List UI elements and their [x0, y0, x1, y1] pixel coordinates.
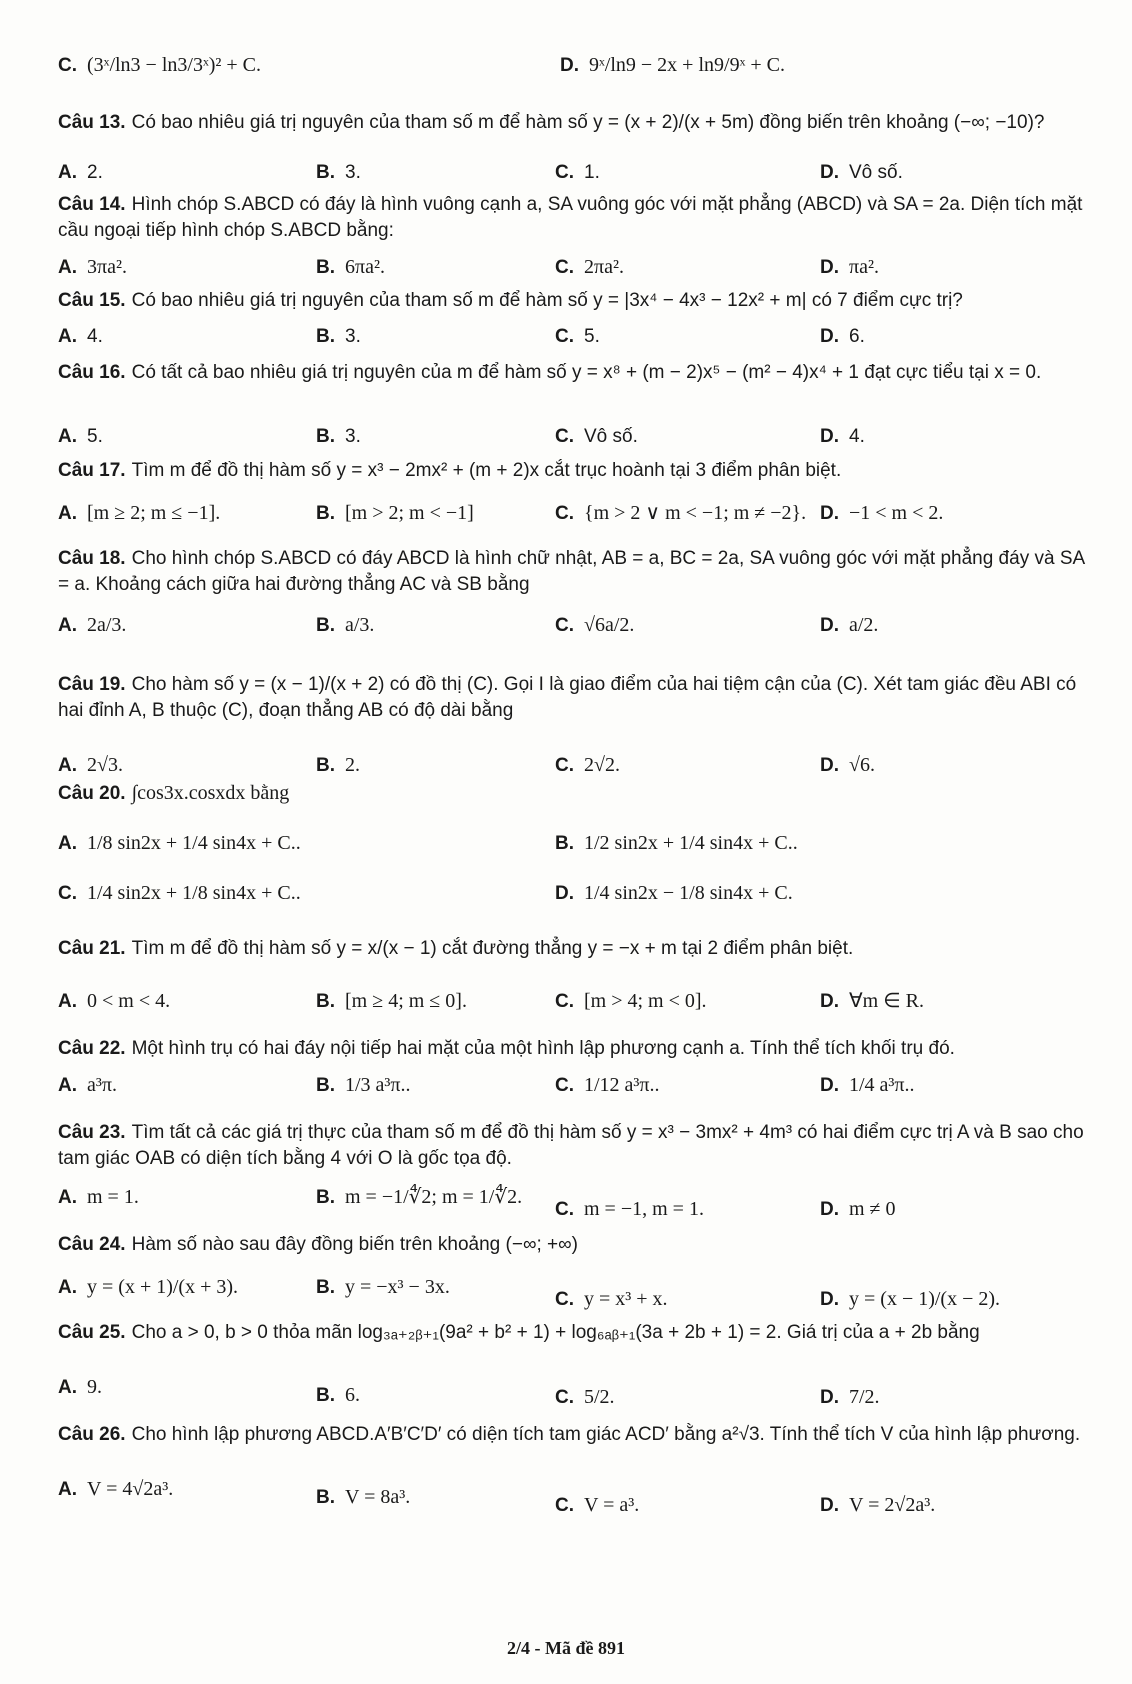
- q15-option-a: A. 4.: [58, 326, 103, 347]
- question-21: Câu 21. Tìm m để đồ thị hàm số y = x/(x − 1) cắt đường thẳng y = −x + m tại 2 điểm phân biệt.: [58, 938, 854, 959]
- q26-option-b: B. V = 8a³.: [316, 1486, 411, 1508]
- q25-option-c: C. 5/2.: [555, 1386, 615, 1408]
- q23-option-a: A. m = 1.: [58, 1186, 139, 1208]
- q21-option-b: B. [m ≥ 4; m ≤ 0].: [316, 990, 467, 1012]
- header-option-c: C. (3ˣ/ln3 − ln3/3ˣ)² + C.: [58, 54, 262, 76]
- q21-option-c: C. [m > 4; m < 0].: [555, 990, 707, 1012]
- q18-option-c: C. √6a/2.: [555, 614, 635, 636]
- q22-option-b: B. 1/3 a³π..: [316, 1074, 411, 1096]
- q24-option-d: D. y = (x − 1)/(x − 2).: [820, 1288, 1001, 1310]
- q14-option-d: D. πa².: [820, 256, 879, 278]
- question-18: Câu 18. Cho hình chóp S.ABCD có đáy ABCD là hình chữ nhật, AB = a, BC = 2a, SA vuông góc với mặt phẳng đáy và SA = a. Khoảng cách giữa hai đường thẳng AC và SB bằng: [58, 548, 1085, 595]
- q14-option-c: C. 2πa².: [555, 256, 624, 278]
- q19-option-c: C. 2√2.: [555, 754, 620, 776]
- q15-option-b: B. 3.: [316, 326, 361, 347]
- question-23: Câu 23. Tìm tất cả các giá trị thực của tham số m để đồ thị hàm số y = x³ − 3mx² + 4m³ có hai điểm cực trị A và B sao cho tam giác OAB có diện tích bằng 4 với O là gốc tọa độ.: [58, 1122, 1084, 1169]
- q21-option-a: A. 0 < m < 4.: [58, 990, 171, 1012]
- q20-option-d: D. 1/4 sin2x − 1/8 sin4x + C.: [555, 882, 793, 904]
- question-25: Câu 25. Cho a > 0, b > 0 thỏa mãn log₃ₐ₊₂ᵦ₊₁(9a² + b² + 1) + log₆ₐᵦ₊₁(3a + 2b + 1) = 2. Giá trị của a + 2b bằng: [58, 1322, 980, 1343]
- question-26: Câu 26. Cho hình lập phương ABCD.A′B′C′D′ có diện tích tam giác ACD′ bằng a²√3. Tính thể tích V của hình lập phương.: [58, 1424, 1081, 1445]
- q20-option-c: C. 1/4 sin2x + 1/8 sin4x + C..: [58, 882, 301, 904]
- q24-option-c: C. y = x³ + x.: [555, 1288, 668, 1310]
- question-15: Câu 15. Có bao nhiêu giá trị nguyên của tham số m để hàm số y = |3x⁴ − 4x³ − 12x² + m| có 7 điểm cực trị?: [58, 290, 963, 311]
- question-19: Câu 19. Cho hàm số y = (x − 1)/(x + 2) có đồ thị (C). Gọi I là giao điểm của hai tiệm cận của (C). Xét tam giác đều ABI có hai đỉnh A, B thuộc (C), đoạn thẳng AB có độ dài bằng: [58, 674, 1077, 721]
- q24-option-a: A. y = (x + 1)/(x + 3).: [58, 1276, 239, 1298]
- header-option-d: D. 9ˣ/ln9 − 2x + ln9/9ˣ + C.: [560, 54, 785, 76]
- q13-option-a: A. 2.: [58, 162, 103, 183]
- q20-option-a: A. 1/8 sin2x + 1/4 sin4x + C..: [58, 832, 301, 854]
- q16-option-d: D. 4.: [820, 426, 865, 447]
- q16-option-a: A. 5.: [58, 426, 103, 447]
- q23-option-b: B. m = −1/∜2; m = 1/∜2.: [316, 1186, 523, 1208]
- q13-option-b: B. 3.: [316, 162, 361, 183]
- question-20: Câu 20. ∫cos3x.cosxdx bằng: [58, 782, 290, 804]
- question-14: Câu 14. Hình chóp S.ABCD có đáy là hình vuông cạnh a, SA vuông góc với mặt phẳng (ABCD) và SA = 2a. Diện tích mặt cầu ngoại tiếp hình chóp S.ABCD bằng:: [58, 194, 1083, 241]
- question-24: Câu 24. Hàm số nào sau đây đồng biến trên khoảng (−∞; +∞): [58, 1234, 579, 1255]
- q22-option-a: A. a³π.: [58, 1074, 117, 1096]
- q26-option-a: A. V = 4√2a³.: [58, 1478, 174, 1500]
- q25-option-a: A. 9.: [58, 1376, 102, 1398]
- q16-option-c: C. Vô số.: [555, 426, 638, 447]
- q26-option-d: D. V = 2√2a³.: [820, 1494, 936, 1516]
- q15-option-d: D. 6.: [820, 326, 865, 347]
- q19-option-a: A. 2√3.: [58, 754, 123, 776]
- page-footer: 2/4 - Mã đề 891: [507, 1638, 625, 1658]
- q18-option-b: B. a/3.: [316, 614, 375, 636]
- q13-option-d: D. Vô số.: [820, 162, 903, 183]
- q17-option-b: B. [m > 2; m < −1]: [316, 502, 474, 524]
- q19-option-d: D. √6.: [820, 754, 875, 776]
- q26-option-c: C. V = a³.: [555, 1494, 640, 1516]
- q16-option-b: B. 3.: [316, 426, 361, 447]
- q23-option-d: D. m ≠ 0: [820, 1198, 896, 1220]
- q14-option-b: B. 6πa².: [316, 256, 385, 278]
- question-13: Câu 13. Có bao nhiêu giá trị nguyên của tham số m để hàm số y = (x + 2)/(x + 5m) đồng biến trên khoảng (−∞; −10)?: [58, 112, 1045, 133]
- q18-option-a: A. 2a/3.: [58, 614, 127, 636]
- question-22: Câu 22. Một hình trụ có hai đáy nội tiếp hai mặt của một hình lập phương cạnh a. Tính thể tích khối trụ đó.: [58, 1038, 955, 1059]
- q22-option-c: C. 1/12 a³π..: [555, 1074, 660, 1096]
- q22-option-d: D. 1/4 a³π..: [820, 1074, 915, 1096]
- question-17: Câu 17. Tìm m để đồ thị hàm số y = x³ − 2mx² + (m + 2)x cắt trục hoành tại 3 điểm phân biệt.: [58, 460, 842, 481]
- q25-option-d: D. 7/2.: [820, 1386, 880, 1408]
- q15-option-c: C. 5.: [555, 326, 600, 347]
- q18-option-d: D. a/2.: [820, 614, 879, 636]
- q23-option-c: C. m = −1, m = 1.: [555, 1198, 704, 1220]
- q14-option-a: A. 3πa².: [58, 256, 127, 278]
- q25-option-b: B. 6.: [316, 1384, 360, 1406]
- q17-option-a: A. [m ≥ 2; m ≤ −1].: [58, 502, 221, 524]
- q24-option-b: B. y = −x³ − 3x.: [316, 1276, 450, 1298]
- question-16: Câu 16. Có tất cả bao nhiêu giá trị nguyên của m để hàm số y = x⁸ + (m − 2)x⁵ − (m² − 4)x⁴ + 1 đạt cực tiểu tại x = 0.: [58, 362, 1042, 383]
- q19-option-b: B. 2.: [316, 754, 360, 776]
- q20-option-b: B. 1/2 sin2x + 1/4 sin4x + C..: [555, 832, 798, 854]
- q17-option-d: D. −1 < m < 2.: [820, 502, 944, 524]
- q17-option-c: C. {m > 2 ∨ m < −1; m ≠ −2}.: [555, 502, 807, 524]
- q21-option-d: D. ∀m ∈ R.: [820, 990, 924, 1012]
- q13-option-c: C. 1.: [555, 162, 600, 183]
